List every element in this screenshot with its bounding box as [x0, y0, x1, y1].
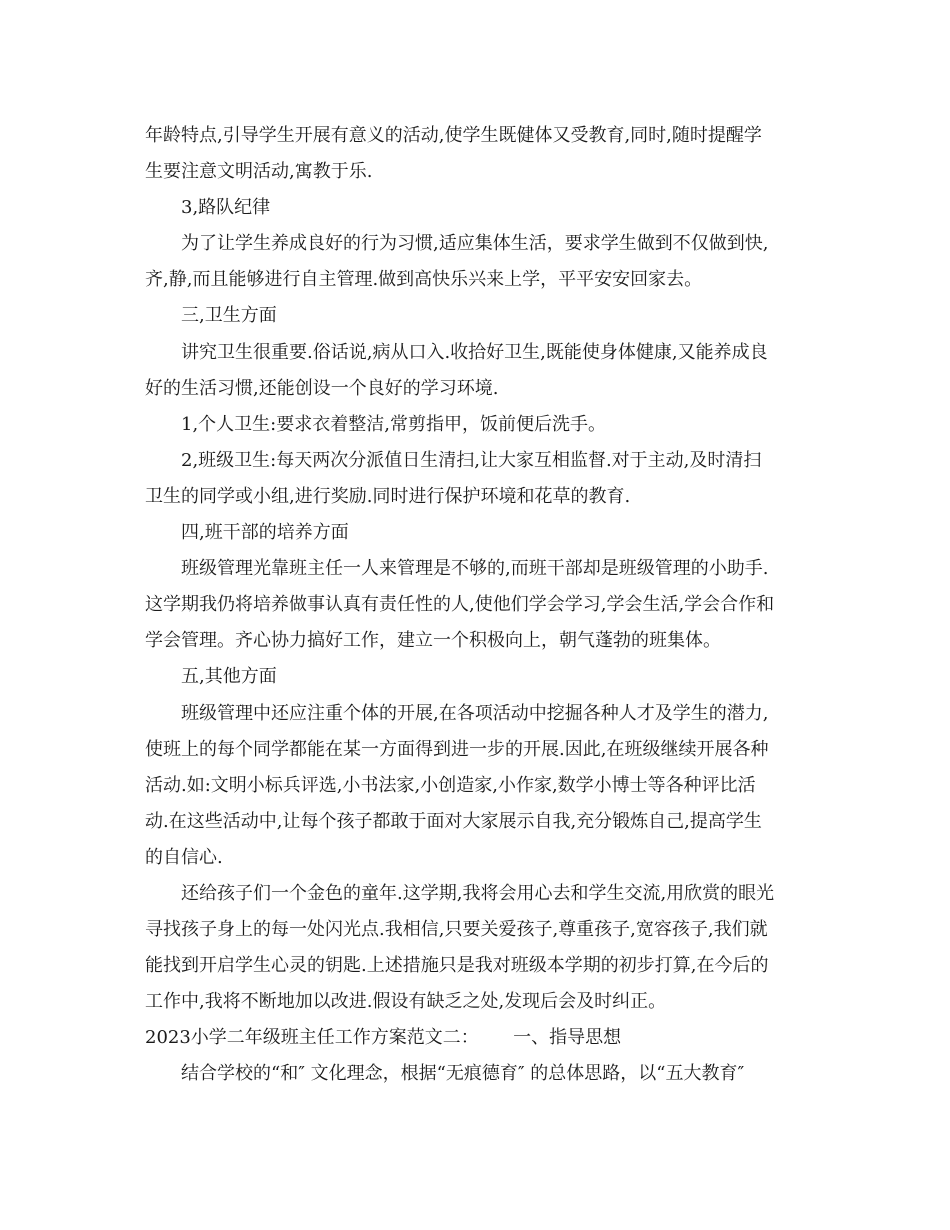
paragraph-line: 卫生的同学或小组,进行奖励.同时进行保护环境和花草的教育. — [145, 485, 631, 507]
paragraph-line: 还给孩子们一个金色的童年.这学期,我将会用心去和学生交流,用欣赏的眼光 — [181, 882, 775, 904]
paragraph-line: 生要注意文明活动,寓教于乐. — [145, 161, 373, 183]
section-heading: 3,路队纪律 — [181, 197, 271, 219]
paragraph-line: 使班上的每个同学都能在某一方面得到进一步的开展.因此,在班级继续开展各种 — [145, 738, 769, 760]
paragraph-line: 的自信心. — [145, 846, 223, 868]
section-heading: 五,其他方面 — [181, 666, 277, 688]
paragraph-line: 这学期我仍将培养做事认真有责任性的人,使他们学会学习,学会生活,学会合作和 — [145, 594, 775, 616]
paragraph-line: 工作中,我将不断地加以改进.假设有缺乏之处,发现后会及时纠正。 — [145, 991, 667, 1013]
paragraph-line: 2,班级卫生:每天两次分派值日生清扫,让大家互相监督.对于主动,及时清扫 — [181, 449, 762, 471]
paragraph-line: 动.在这些活动中,让每个孩子都敢于面对大家展示自我,充分锻炼自己,提高学生 — [145, 810, 762, 832]
paragraph-line: 学会管理。齐心协力搞好工作，建立一个积极向上，朝气蓬勃的班集体。 — [145, 630, 721, 652]
paragraph-line: 为了让学生养成良好的行为习惯,适应集体生活，要求学生做到不仅做到快, — [181, 233, 769, 255]
paragraph-line: 1,个人卫生:要求衣着整洁,常剪指甲，饭前便后洗手。 — [181, 413, 606, 435]
paragraph-line: 结合学校的“和″ 文化理念，根据“无痕德育″ 的总体思路，以“五大教育″ — [181, 1063, 745, 1085]
paragraph-line: 讲究卫生很重要.俗话说,病从口入.收拾好卫生,既能使身体健康,又能养成良 — [181, 341, 768, 363]
section-heading: 三,卫生方面 — [181, 305, 277, 327]
document-body — [145, 118, 810, 1093]
paragraph-line: 班级管理光靠班主任一人来管理是不够的,而班干部却是班级管理的小助手. — [181, 558, 769, 580]
paragraph-line: 班级管理中还应注重个体的开展,在各项活动中挖掘各种人才及学生的潜力, — [181, 702, 769, 724]
paragraph-line: 好的生活习惯,还能创设一个良好的学习环境. — [145, 377, 499, 399]
paragraph-line: 寻找孩子身上的每一处闪光点.我相信,只要关爱孩子,尊重孩子,宽容孩子,我们就 — [145, 919, 768, 941]
paragraph-line: 能找到开启学生心灵的钥匙.上述措施只是我对班级本学期的初步打算,在今后的 — [145, 955, 769, 977]
document-subtitle: 2023小学二年级班主任工作方案范文二： 一、指导思想 — [145, 1027, 622, 1049]
paragraph-line: 齐,静,而且能够进行自主管理.做到高快乐兴来上学，平平安安回家去。 — [145, 269, 703, 291]
paragraph-line: 活动.如:文明小标兵评选,小书法家,小创造家,小作家,数学小博士等各种评比活 — [145, 774, 756, 796]
paragraph-line: 年龄特点,引导学生开展有意义的活动,使学生既健体又受教育,同时,随时提醒学 — [145, 125, 762, 146]
section-heading: 四,班干部的培养方面 — [181, 522, 349, 544]
